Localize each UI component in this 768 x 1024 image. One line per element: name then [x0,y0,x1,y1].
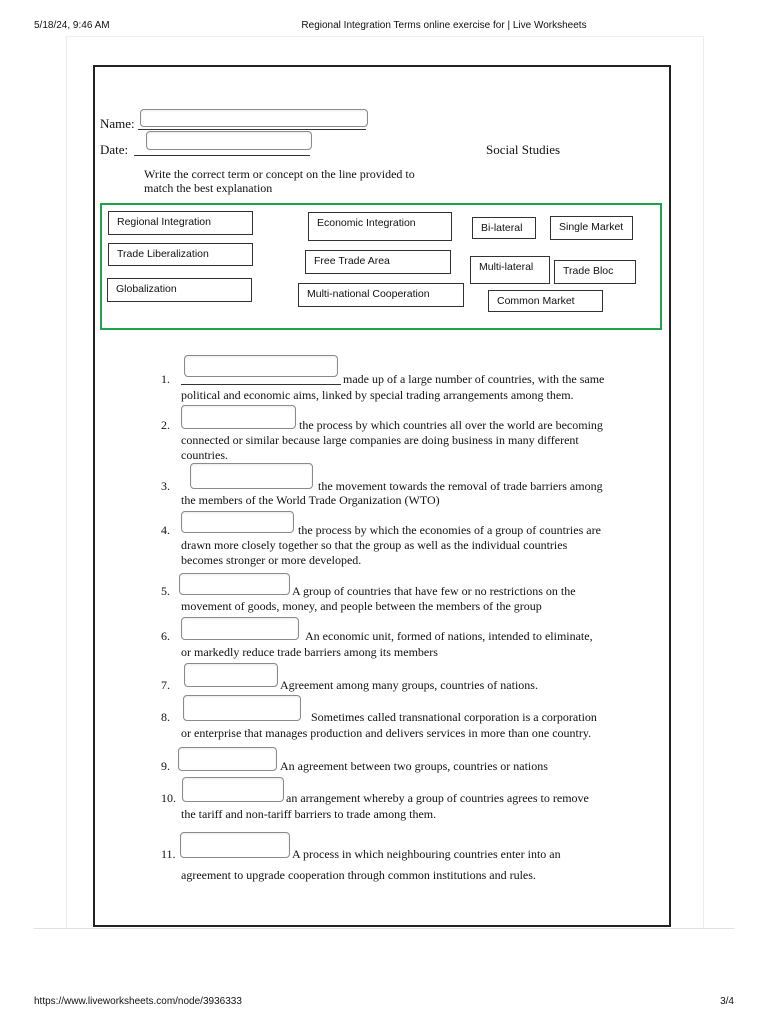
print-footer [0,996,768,1010]
answer-input[interactable] [190,463,313,489]
question-number: 8. [161,710,170,724]
word-bank-term: Bi-lateral [472,217,536,239]
question-text: An economic unit, formed of nations, intended to eliminate, [305,629,593,643]
word-bank-term: Economic Integration [308,212,452,241]
question-number: 7. [161,678,170,692]
word-bank-term: Multi-lateral [470,256,550,284]
question-text: movement of goods, money, and people between the members of the group [181,599,542,613]
word-bank-term: Regional Integration [108,211,253,235]
question-number: 4. [161,523,170,537]
name-underline [138,129,366,130]
word-bank-term: Globalization [107,278,252,302]
question-text: the tariff and non-tariff barriers to trade among them. [181,807,437,821]
name-label: Name: [100,116,135,131]
question-number: 5. [161,584,170,598]
question-text: An agreement between two groups, countries or nations [280,759,548,773]
answer-underline [181,384,341,385]
question-text: an arrangement whereby a group of countries agrees to remove [286,791,589,805]
answer-input[interactable] [181,511,294,533]
question-text: the process by which the economies of a group of countries are [298,523,601,537]
answer-input[interactable] [184,355,338,377]
answer-input[interactable] [183,695,301,721]
word-bank-term: Multi-national Cooperation [298,283,464,307]
print-header [0,20,768,34]
question-text: made up of a large number of countries, with the same [343,372,605,386]
subject-label: Social Studies [486,142,561,157]
question-number: 2. [161,418,170,432]
question-text: agreement to upgrade cooperation through common institutions and rules. [181,868,536,882]
word-bank-term: Single Market [550,216,633,240]
question-number: 10. [161,791,176,805]
page-divider [34,928,734,929]
date-underline [134,155,310,156]
question-number: 9. [161,759,170,773]
question-text: or enterprise that manages production and delivers services in more than one country. [181,726,592,740]
answer-input[interactable] [182,777,284,802]
name-input[interactable] [140,109,368,127]
answer-input[interactable] [179,573,290,595]
question-text: the process by which countries all over the world are becoming [299,418,603,432]
question-number: 11. [161,847,176,861]
question-text: or markedly reduce trade barriers among its members [181,645,438,659]
question-text: A process in which neighbouring countries enter into an [292,847,561,861]
date-input[interactable] [146,131,312,150]
instructions-line-2: match the best explanation [144,181,273,195]
question-text: the members of the World Trade Organization (WTO) [181,493,440,507]
question-text: drawn more closely together so that the group as well as the individual countries [181,538,568,552]
question-text: the movement towards the removal of trade barriers among [318,479,603,493]
word-bank-term: Common Market [488,290,603,312]
question-text: becomes stronger or more developed. [181,553,362,567]
question-number: 6. [161,629,170,643]
answer-input[interactable] [178,747,277,771]
print-page-title: Regional Integration Terms online exercise for | Live Worksheets [301,20,587,31]
answer-input[interactable] [181,405,296,429]
answer-input[interactable] [180,832,290,858]
question-text: political and economic aims, linked by special trading arrangements among them. [181,388,574,402]
answer-input[interactable] [184,663,278,687]
question-text: countries. [181,448,228,462]
print-url: https://www.liveworksheets.com/node/3936333 [34,996,242,1007]
question-text: connected or similar because large companies are doing business in many different [181,433,579,447]
question-text: A group of countries that have few or no restrictions on the [292,584,576,598]
word-bank-term: Free Trade Area [305,250,451,274]
date-label: Date: [100,142,129,157]
question-number: 1. [161,372,170,386]
print-page-counter: 3/4 [720,996,734,1007]
word-bank-term: Trade Bloc [554,260,636,284]
word-bank-term: Trade Liberalization [108,243,253,266]
answer-input[interactable] [181,617,299,640]
question-text: Sometimes called transnational corporation is a corporation [311,710,597,724]
print-datetime: 5/18/24, 9:46 AM [34,20,110,31]
question-number: 3. [161,479,170,493]
instructions-line-1: Write the correct term or concept on the line provided to [144,167,415,181]
question-text: Agreement among many groups, countries of nations. [280,678,538,692]
